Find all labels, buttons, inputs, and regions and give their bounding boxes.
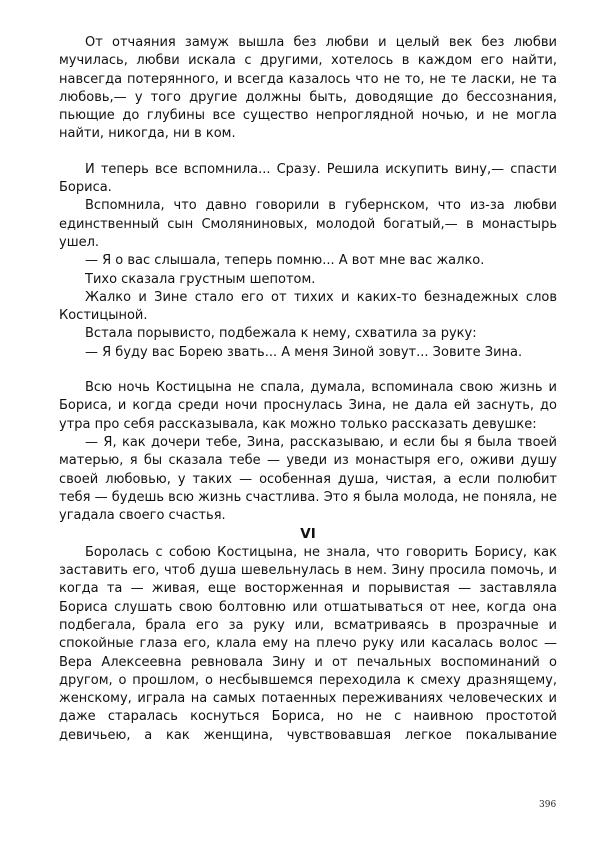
- dialogue-line: — Я буду вас Борею звать... А меня Зиной зовут... Зовите Зина.: [85, 344, 523, 360]
- paragraph: И теперь все вспомнила... Сразу. Решила искупить вину,— спасти Бориса.: [59, 161, 557, 196]
- paragraph: Жалко и Зине стало его от тихих и каких-то безнадежных слов Костицыной.: [59, 289, 557, 324]
- dialogue-line: — Я о вас слышала, теперь помню... А вот мне вас жалко.: [85, 253, 485, 269]
- page-number: 396: [539, 800, 557, 810]
- chapter-heading: VI: [300, 526, 316, 543]
- paragraph: Встала порывисто, подбежала к нему, схватила за руку:: [85, 326, 477, 342]
- text-body: [59, 34, 557, 745]
- paragraph: Боролась с собою Костицына, не знала, что говорить Борису, как заставить его, чтоб душа шевельнулась в нем. Зину просила помочь, и когда та — живая, еще восторженная и порывистая — заставляла Бориса слушать свою болтовню или отшатываться от нее, когда она подбегала, брала его за руку или, всматриваясь в прозрачные и спокойные глаза его, клала ему на плечо руку или касалась волос — Вера Алексеевна ревновала Зину и от печальных воспоминаний о другом, о прошлом, о несбывшемся переходила к смеху дразнящему, женскому, играла на самых потаенных переживаниях человеческих и даже старалась коснуться Бориса, но не с наивною простотой девичьею, а как женщина, чувствовавшая легкое покалывание: [59, 544, 557, 743]
- paragraph: Тихо сказала грустным шепотом.: [85, 271, 316, 287]
- paragraph: Всю ночь Костицына не спала, думала, вспоминала свою жизнь и Бориса, и когда среди ночи проснулась Зина, не дала ей заснуть, до утра про себя рассказывала, как можно только рассказать девушке:: [59, 380, 557, 432]
- paragraph: Вспомнила, что давно говорили в губернском, что из-за любви единственный сын Смоляниновых, молодой богатый,— в монастырь ушел.: [59, 198, 557, 250]
- paragraph: От отчаяния замуж вышла без любви и целый век без любви мучилась, любви искала с другими, хотелось в каждом его найти, навсегда потерянного, и всегда казалось что не то, не те ласки, не та любовь,— у того другие должны быть, доводящие до бессознания, пьющие до глубины все существо непроглядной ночью, и не могла найти, никогда, ни в ком.: [59, 35, 557, 142]
- dialogue-line: — Я, как дочери тебе, Зина, рассказываю, и если бы я была твоей матерью, я бы сказала тебе — уведи из монастыря его, оживи душу своей любовью, у таких — особенная душа, чистая, а если полюбит тебя — будешь всю жизнь счастлива. Это я была молода, не поняла, не угадала своего счастья.: [59, 434, 557, 524]
